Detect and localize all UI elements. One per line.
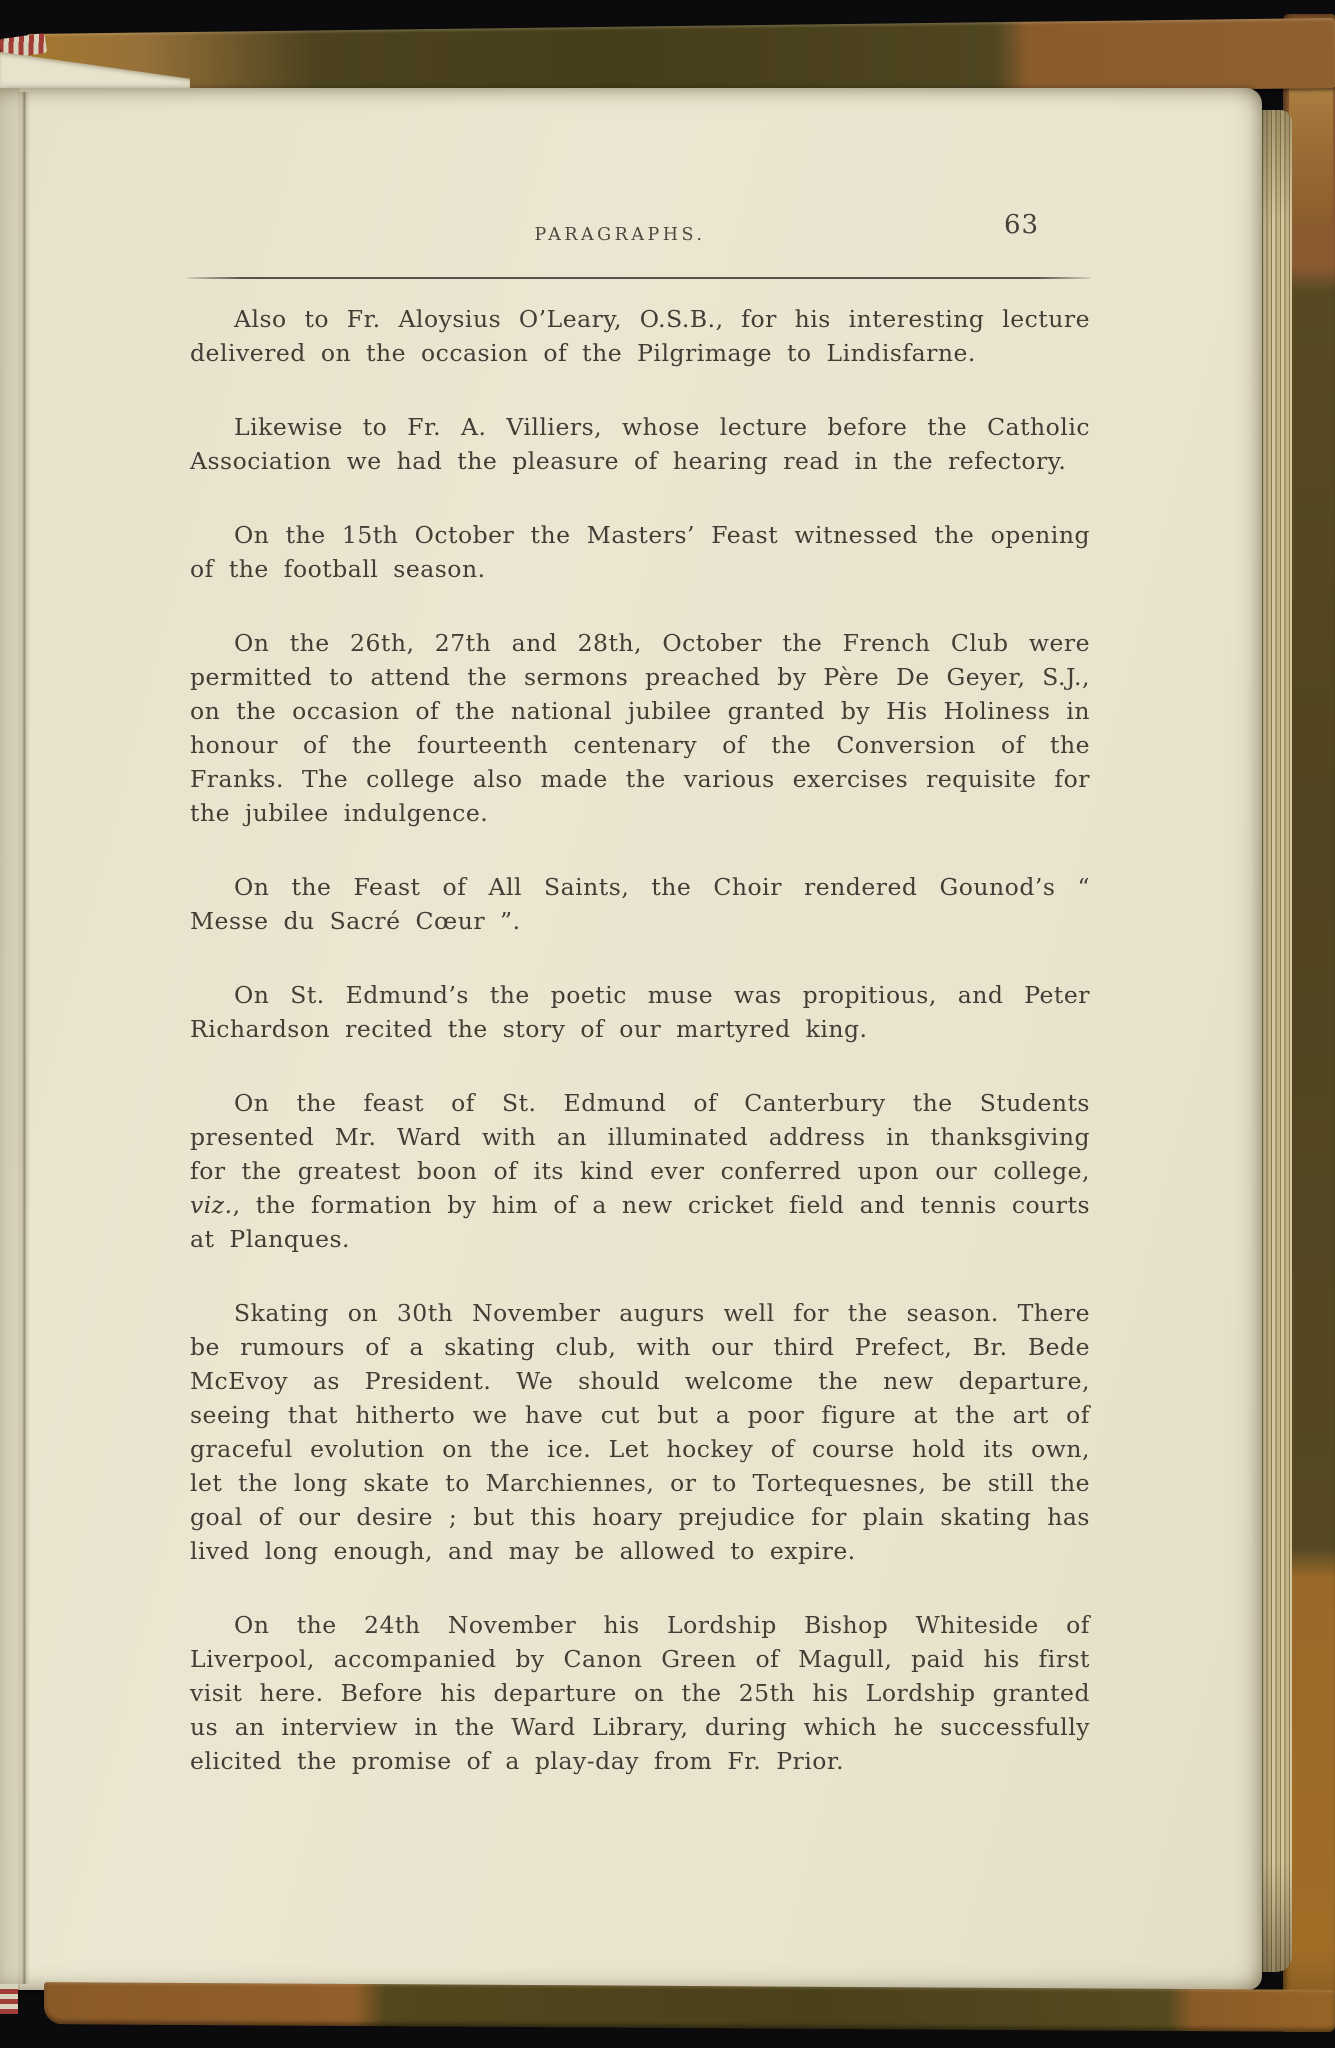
paragraph-text: On St. Edmund’s the poetic muse was propitious, and Peter Richardson recited the story of our martyred king. — [190, 981, 1090, 1043]
paragraph — [190, 1296, 1090, 1568]
page-number: 63 — [1004, 210, 1040, 240]
paragraph-text: On the feast of St. Edmund of Canterbury the Students presented Mr. Ward with an illuminated address in thanksgiving for the greatest boon of its kind ever conferred upon our college, — [190, 1089, 1090, 1185]
paragraph-text: Skating on 30th November augurs well for the season. There be rumours of a skating club, with our third Prefect, Br. Bede McEvoy as President. We should welcome the new departure, seeing that hitherto we have cut but a poor figure at the art of graceful evolution on the ice. Let hockey of course hold its own, let the long skate to Marchiennes, or to Tortequesnes, be still the goal of our desire ; but this hoary prejudice for plain skating has lived long enough, and may be allowed to expire. — [190, 1299, 1090, 1565]
book-page — [0, 88, 1262, 1990]
paragraph — [190, 1086, 1090, 1256]
running-header: PARAGRAPHS. — [534, 225, 706, 245]
paragraph-italic-text: viz. — [190, 1191, 233, 1219]
paragraph — [190, 518, 1090, 586]
paragraph — [190, 978, 1090, 1046]
paragraph-text: On the 24th November his Lordship Bishop Whiteside of Liverpool, accompanied by Canon Green of Magull, paid his first visit here. Before his departure on the 25th his Lordship granted us an interview in the Ward Library, during which he successfully elicited the promise of a play-day from Fr. Prior. — [190, 1611, 1090, 1775]
paragraph-text: Also to Fr. Aloysius O’Leary, O.S.B., for his interesting lecture delivered on the occasion of the Pilgrimage to Lindisfarne. — [190, 305, 1090, 367]
page-gutter-crease — [18, 92, 30, 1984]
page-text — [190, 302, 1090, 1818]
paragraph — [190, 626, 1090, 830]
paragraph — [190, 870, 1090, 938]
paragraph-text: On the 15th October the Masters’ Feast witnessed the opening of the football season. — [190, 521, 1090, 583]
paragraph-text: On the Feast of All Saints, the Choir rendered Gounod’s “ Messe du Sacré Cœur ”. — [190, 873, 1090, 935]
paragraph — [190, 1608, 1090, 1778]
paragraph-text: Likewise to Fr. A. Villiers, whose lecture before the Catholic Association we had the pleasure of hearing read in the refectory. — [190, 413, 1090, 475]
leather-wear-patch — [1289, 66, 1333, 226]
book-cover-bottom-edge — [44, 1982, 1335, 2032]
paragraph-text: On the 26th, 27th and 28th, October the French Club were permitted to attend the sermons preached by Père De Geyer, S.J., on the occasion of the national jubilee granted by His Holiness in honour of the fourteenth centenary of the Conversion of the Franks. The college also made the various exercises requisite for the jubilee indulgence. — [190, 629, 1090, 827]
headband-bottom — [0, 1984, 18, 2014]
paragraph — [190, 302, 1090, 370]
paragraph-text: , the formation by him of a new cricket field and tennis courts at Planques. — [190, 1191, 1090, 1253]
paragraph — [190, 410, 1090, 478]
header-rule — [188, 277, 1090, 279]
